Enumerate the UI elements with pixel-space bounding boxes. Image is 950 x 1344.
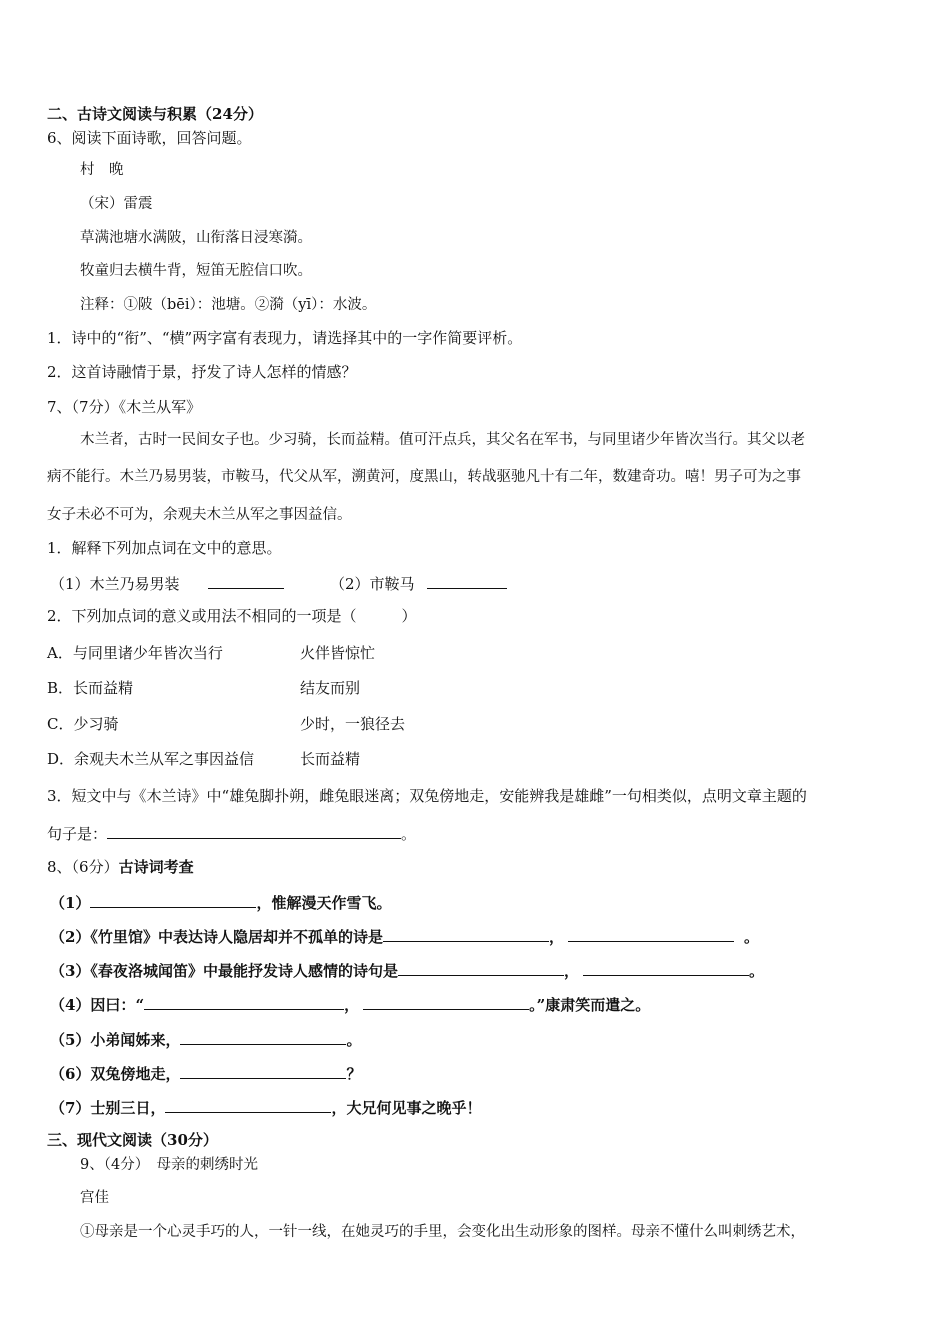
option-c-right: 少时，一狼径去 <box>300 715 406 733</box>
answer-blank[interactable] <box>180 1062 346 1079</box>
option-b-right: 结友而别 <box>300 679 361 697</box>
option-a: A．与同里诸少年皆次当行 <box>47 644 223 662</box>
q7-sub-2: 2．下列加点词的意义或用法不相同的一项是（ ） <box>47 607 417 625</box>
q8-item-4 <box>50 993 650 1015</box>
section-2-heading: 二、古诗文阅读与积累（24分） <box>47 105 263 123</box>
poem-notes: 注释：①陂（bēi）：池塘。②漪（yī）：水波。 <box>80 297 377 313</box>
item-label: （5）小弟闻姊来， <box>50 1031 181 1049</box>
answer-blank[interactable] <box>383 925 549 942</box>
answer-blank[interactable] <box>107 822 401 839</box>
q8-item-6 <box>50 1062 361 1084</box>
item-label: （3）《春夜洛城闻笛》中最能抒发诗人感情的诗句是 <box>50 962 398 980</box>
answer-blank[interactable] <box>208 572 284 589</box>
answer-blank[interactable] <box>427 572 507 589</box>
answer-prefix: 句子是： <box>47 825 108 843</box>
answer-blank[interactable] <box>363 993 529 1010</box>
item-2-text: （2）市鞍马 <box>330 575 415 593</box>
item-label: （1） <box>50 894 91 912</box>
answer-blank[interactable] <box>90 891 256 908</box>
item-tail: ，惟解漫天作雪飞。 <box>256 894 392 912</box>
item-end: ？ <box>346 1065 362 1083</box>
answer-blank[interactable] <box>398 959 564 976</box>
q8-title-text: 古诗词考查 <box>118 858 194 876</box>
item-label: （4）因曰：“ <box>50 996 145 1014</box>
item-sep: ， <box>344 996 360 1014</box>
option-c: C．少习骑 <box>47 715 119 733</box>
item-sep: ， <box>563 962 579 980</box>
q7-passage-line-3: 女子未必不可为，余观夫木兰从军之事因益信。 <box>47 507 352 523</box>
item-end: 。 <box>346 1031 362 1049</box>
option-b: B．长而益精 <box>47 679 134 697</box>
q7-sub-3: 3．短文中与《木兰诗》中“雄兔脚扑朔，雌兔眼迷离；双兔傍地走，安能辨我是雄雌”一句相类似，点明文章主题的 <box>47 787 807 805</box>
q7-sub-1-item-1 <box>50 572 284 594</box>
q8-item-5 <box>50 1028 361 1050</box>
q9-title: 9、（4分） 母亲的刺绣时光 <box>80 1157 258 1173</box>
q8-item-7 <box>50 1096 481 1118</box>
q6-sub-2: 2．这首诗融情于景，抒发了诗人怎样的情感？ <box>47 363 357 381</box>
option-d-right: 长而益精 <box>300 750 361 768</box>
q7-title: 7、（7分）《木兰从军》 <box>47 398 202 416</box>
item-1-text: （1）木兰乃易男装 <box>50 575 180 593</box>
item-end: 。 <box>748 962 764 980</box>
item-sep: ， <box>548 928 564 946</box>
q8-title <box>47 857 194 877</box>
item-label: （6）双兔傍地走， <box>50 1065 181 1083</box>
poem-title: 村 晚 <box>80 162 124 178</box>
q7-passage-line-1: 木兰者，古时一民间女子也。少习骑，长而益精。值可汗点兵，其父名在军书，与同里诸少年皆次当行。其父以老 <box>80 432 805 448</box>
item-end: 。 <box>743 928 759 946</box>
answer-suffix: 。 <box>401 825 417 843</box>
poem-author: （宋）雷震 <box>80 196 153 212</box>
q7-sub-1: 1．解释下列加点词在文中的意思。 <box>47 539 282 557</box>
q9-paragraph-1: ①母亲是一个心灵手巧的人，一针一线，在她灵巧的手里，会变化出生动形象的图样。母亲不懂什么叫刺绣艺术， <box>80 1224 805 1240</box>
option-d: D．余观夫木兰从军之事因益信 <box>47 750 255 768</box>
section-3-heading: 三、现代文阅读（30分） <box>47 1131 218 1149</box>
q8-item-3 <box>50 959 764 981</box>
q9-author: 宫佳 <box>80 1190 109 1206</box>
q7-passage-line-2: 病不能行。木兰乃易男装，市鞍马，代父从军，溯黄河，度黑山，转战驱驰凡十有二年，数建奇功。嘻！男子可为之事 <box>47 469 801 485</box>
item-label: （7）士别三日， <box>50 1099 166 1117</box>
item-label: （2）《竹里馆》中表达诗人隐居却并不孤单的诗是 <box>50 928 383 946</box>
q6-sub-1: 1．诗中的“衔”、“横”两字富有表现力，请选择其中的一字作简要评析。 <box>47 329 523 347</box>
option-a-right: 火伴皆惊忙 <box>300 644 376 662</box>
answer-blank[interactable] <box>144 993 344 1010</box>
item-end: 。”康肃笑而遣之。 <box>529 996 651 1014</box>
poem-line-2: 牧童归去横牛背，短笛无腔信口吹。 <box>80 263 312 279</box>
answer-blank[interactable] <box>165 1096 331 1113</box>
item-end: ，大兄何见事之晚乎！ <box>331 1099 482 1117</box>
q8-item-1 <box>50 891 391 913</box>
q7-sub-3-answer <box>47 822 416 844</box>
poem-line-1: 草满池塘水满陂，山衔落日浸寒漪。 <box>80 230 312 246</box>
answer-blank[interactable] <box>568 925 734 942</box>
q8-number: 8、（6分） <box>47 858 119 876</box>
answer-blank[interactable] <box>583 959 749 976</box>
q7-sub-1-item-2 <box>330 572 507 594</box>
answer-blank[interactable] <box>180 1028 346 1045</box>
q8-item-2 <box>50 925 759 947</box>
q6-prompt: 6、阅读下面诗歌，回答问题。 <box>47 129 252 147</box>
